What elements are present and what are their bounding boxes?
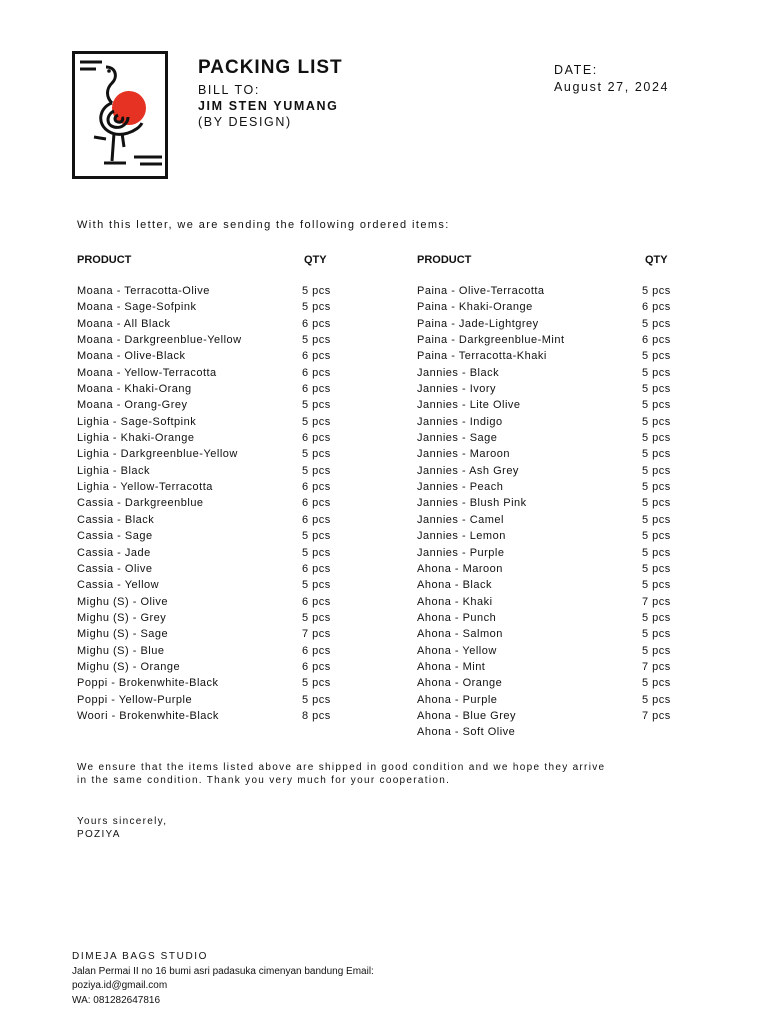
table-row [417, 285, 717, 301]
product-qty: 5 pcs [302, 415, 331, 428]
closing-line: in the same condition. Thank you very much for your cooperation. [77, 775, 451, 786]
table-row [417, 710, 717, 726]
table-row [77, 547, 377, 563]
table-header [417, 254, 717, 270]
product-qty: 5 pcs [642, 677, 671, 690]
table-row [417, 530, 717, 546]
product-name: Lighia - Yellow-Terracotta [77, 481, 213, 494]
heron-bird-logo-icon [72, 51, 168, 179]
closing-paragraph [77, 761, 657, 787]
product-name: Mighu (S) - Olive [77, 595, 169, 608]
table-row [417, 547, 717, 563]
product-qty: 7 pcs [642, 595, 671, 608]
product-name: Ahona - Yellow [417, 644, 497, 657]
product-name: Lighia - Darkgreenblue-Yellow [77, 448, 238, 461]
product-qty: 5 pcs [302, 546, 331, 559]
product-qty: 5 pcs [302, 530, 331, 543]
table-row [417, 612, 717, 628]
product-name: Moana - Khaki-Orang [77, 383, 192, 396]
product-name: Mighu (S) - Blue [77, 644, 165, 657]
product-qty: 5 pcs [642, 611, 671, 624]
page-title: PACKING LIST [198, 57, 343, 78]
table-row [417, 465, 717, 481]
table-row [77, 710, 377, 726]
bill-to-name: JIM STEN YUMANG [198, 99, 339, 113]
product-name: Ahona - Khaki [417, 595, 493, 608]
product-qty: 5 pcs [642, 644, 671, 657]
table-row [77, 677, 377, 693]
product-qty: 5 pcs [302, 285, 331, 297]
product-name: Poppi - Brokenwhite-Black [77, 677, 219, 690]
product-qty: 5 pcs [642, 399, 671, 412]
product-name: Lighia - Black [77, 464, 151, 477]
product-qty: 5 pcs [642, 546, 671, 559]
table-row [77, 416, 377, 432]
product-qty: 8 pcs [302, 709, 331, 722]
table-row [77, 628, 377, 644]
table-row [77, 497, 377, 513]
product-qty: 6 pcs [302, 562, 331, 575]
table-row [77, 596, 377, 612]
product-qty: 7 pcs [642, 709, 671, 722]
product-name: Paina - Olive-Terracotta [417, 285, 545, 297]
product-name: Ahona - Salmon [417, 628, 503, 641]
signature-block [77, 815, 167, 841]
product-qty: 6 pcs [302, 366, 331, 379]
product-name: Cassia - Darkgreenblue [77, 497, 204, 510]
table-row [417, 383, 717, 399]
table-row [77, 448, 377, 464]
product-name: Ahona - Purple [417, 693, 498, 706]
table-row [77, 399, 377, 415]
product-qty: 6 pcs [302, 383, 331, 396]
product-name: Jannies - Black [417, 366, 500, 379]
product-name: Ahona - Orange [417, 677, 503, 690]
product-name: Moana - All Black [77, 317, 171, 330]
product-qty: 6 pcs [642, 301, 671, 314]
table-row [77, 383, 377, 399]
table-row [77, 481, 377, 497]
table-row [417, 628, 717, 644]
table-row [417, 334, 717, 350]
product-name: Cassia - Jade [77, 546, 151, 559]
product-qty: 5 pcs [642, 317, 671, 330]
table-row [417, 661, 717, 677]
product-table-left [77, 254, 377, 726]
table-row [77, 661, 377, 677]
product-qty: 6 pcs [642, 334, 671, 347]
product-name: Moana - Terracotta-Olive [77, 285, 210, 297]
studio-name: DIMEJA BAGS STUDIO [72, 951, 209, 962]
product-name: Ahona - Punch [417, 611, 497, 624]
table-row [77, 285, 377, 301]
product-header: PRODUCT [77, 254, 132, 266]
intro-text: With this letter, we are sending the following ordered items: [77, 219, 450, 231]
product-name: Cassia - Olive [77, 562, 153, 575]
product-qty: 5 pcs [642, 366, 671, 379]
qty-header: QTY [304, 254, 327, 266]
date-value: August 27, 2024 [554, 80, 670, 94]
table-row [77, 301, 377, 317]
bill-to-note: (BY DESIGN) [198, 115, 292, 129]
regards-text: Yours sincerely, [77, 816, 168, 827]
product-name: Woori - Brokenwhite-Black [77, 709, 219, 722]
product-qty: 5 pcs [642, 350, 671, 363]
product-qty: 5 pcs [302, 448, 331, 461]
table-row [417, 645, 717, 661]
product-name: Paina - Jade-Lightgrey [417, 317, 539, 330]
table-row [77, 579, 377, 595]
product-qty: 5 pcs [302, 301, 331, 314]
product-name: Ahona - Black [417, 579, 492, 592]
footer [72, 950, 374, 1008]
product-header: PRODUCT [417, 254, 472, 266]
table-row [417, 481, 717, 497]
product-name: Mighu (S) - Orange [77, 660, 181, 673]
product-name: Ahona - Mint [417, 660, 486, 673]
product-qty: 6 pcs [302, 595, 331, 608]
product-name: Ahona - Soft Olive [417, 726, 516, 739]
table-row [77, 514, 377, 530]
product-qty: 6 pcs [302, 497, 331, 510]
product-qty: 6 pcs [302, 481, 331, 494]
product-qty: 5 pcs [642, 464, 671, 477]
table-row [77, 350, 377, 366]
product-qty: 5 pcs [302, 611, 331, 624]
product-qty: 5 pcs [642, 628, 671, 641]
product-name: Jannies - Peach [417, 481, 504, 494]
product-name: Jannies - Purple [417, 546, 505, 559]
table-row [77, 334, 377, 350]
product-name: Jannies - Ivory [417, 383, 497, 396]
product-qty: 5 pcs [642, 383, 671, 396]
product-name: Jannies - Maroon [417, 448, 510, 461]
product-name: Jannies - Indigo [417, 415, 503, 428]
product-qty: 5 pcs [642, 497, 671, 510]
table-row [77, 563, 377, 579]
table-row [417, 563, 717, 579]
product-table-right [417, 254, 717, 743]
table-row [417, 694, 717, 710]
product-qty: 5 pcs [642, 513, 671, 526]
product-name: Paina - Khaki-Orange [417, 301, 533, 314]
date-block [554, 62, 669, 96]
table-row [417, 318, 717, 334]
table-row [417, 350, 717, 366]
product-qty: 5 pcs [302, 693, 331, 706]
product-qty: 6 pcs [302, 350, 331, 363]
product-qty: 6 pcs [302, 644, 331, 657]
product-name: Jannies - Lite Olive [417, 399, 521, 412]
table-row [417, 497, 717, 513]
table-row [77, 612, 377, 628]
table-row [77, 318, 377, 334]
product-name: Ahona - Maroon [417, 562, 503, 575]
product-qty: 5 pcs [642, 432, 671, 445]
table-row [77, 645, 377, 661]
table-row [417, 301, 717, 317]
product-qty: 5 pcs [302, 334, 331, 347]
product-qty: 6 pcs [302, 432, 331, 445]
table-row [77, 465, 377, 481]
product-qty: 6 pcs [302, 660, 331, 673]
bill-to-label: BILL TO: [198, 83, 260, 97]
product-name: Jannies - Lemon [417, 530, 506, 543]
table-row [417, 432, 717, 448]
table-row [417, 726, 717, 742]
product-qty: 5 pcs [642, 285, 671, 297]
product-qty: 7 pcs [302, 628, 331, 641]
product-qty: 6 pcs [302, 317, 331, 330]
studio-email: poziya.id@gmail.com [72, 980, 168, 991]
product-name: Moana - Olive-Black [77, 350, 186, 363]
signature-name: POZIYA [77, 829, 121, 840]
product-name: Lighia - Khaki-Orange [77, 432, 195, 445]
product-name: Mighu (S) - Sage [77, 628, 169, 641]
table-row [417, 416, 717, 432]
closing-line: We ensure that the items listed above are shipped in good condition and we hope they arrive [77, 762, 606, 773]
product-name: Moana - Yellow-Terracotta [77, 366, 217, 379]
product-name: Cassia - Black [77, 513, 155, 526]
product-name: Poppi - Yellow-Purple [77, 693, 193, 706]
product-qty: 5 pcs [642, 481, 671, 494]
table-row [417, 514, 717, 530]
product-name: Jannies - Sage [417, 432, 498, 445]
product-qty: 5 pcs [302, 677, 331, 690]
date-label: DATE: [554, 63, 598, 77]
product-qty: 5 pcs [302, 579, 331, 592]
product-qty: 5 pcs [642, 530, 671, 543]
product-name: Jannies - Camel [417, 513, 504, 526]
studio-phone: WA: 081282647816 [72, 994, 161, 1006]
product-name: Paina - Darkgreenblue-Mint [417, 334, 565, 347]
table-row [417, 596, 717, 612]
product-qty: 6 pcs [302, 513, 331, 526]
product-name: Moana - Orang-Grey [77, 399, 188, 412]
product-name: Lighia - Sage-Softpink [77, 415, 197, 428]
product-name: Jannies - Ash Grey [417, 464, 519, 477]
table-row [417, 448, 717, 464]
bill-to-block [198, 82, 338, 130]
table-header [77, 254, 377, 270]
product-name: Moana - Darkgreenblue-Yellow [77, 334, 242, 347]
product-name: Cassia - Yellow [77, 579, 160, 592]
studio-address: Jalan Permai II no 16 bumi asri padasuka cimenyan bandung Email: [72, 965, 374, 977]
product-qty: 7 pcs [642, 660, 671, 673]
table-row [417, 677, 717, 693]
product-name: Paina - Terracotta-Khaki [417, 350, 547, 363]
table-row [417, 579, 717, 595]
product-name: Ahona - Blue Grey [417, 709, 516, 722]
product-qty: 5 pcs [642, 579, 671, 592]
table-row [77, 432, 377, 448]
product-qty: 5 pcs [642, 562, 671, 575]
table-row [77, 367, 377, 383]
product-qty: 5 pcs [642, 415, 671, 428]
product-qty: 5 pcs [642, 693, 671, 706]
product-name: Cassia - Sage [77, 530, 153, 543]
table-row [77, 530, 377, 546]
product-name: Jannies - Blush Pink [417, 497, 527, 510]
table-row [77, 694, 377, 710]
product-qty: 5 pcs [302, 399, 331, 412]
table-row [417, 399, 717, 415]
product-name: Mighu (S) - Grey [77, 611, 167, 624]
product-qty: 5 pcs [642, 448, 671, 461]
product-name: Moana - Sage-Sofpink [77, 301, 197, 314]
qty-header: QTY [645, 254, 668, 266]
table-row [417, 367, 717, 383]
product-qty: 5 pcs [302, 464, 331, 477]
